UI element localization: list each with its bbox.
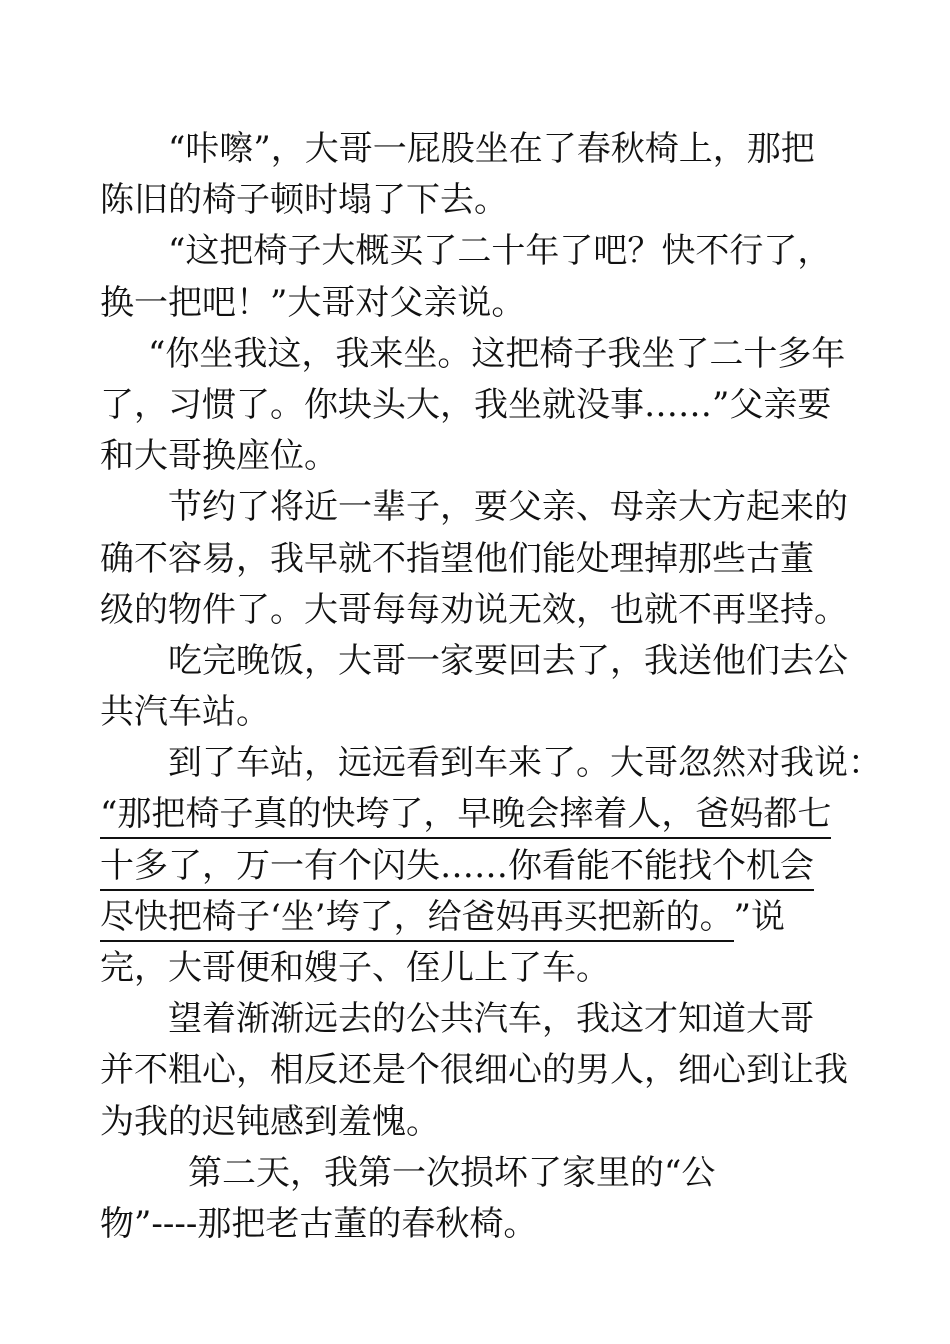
text-line: 第二天，我第一次损坏了家里的“公 — [188, 1152, 716, 1193]
text-line: 陈旧的椅子顿时塌了下去。 — [100, 180, 508, 221]
text-line: 和大哥换座位。 — [100, 436, 338, 477]
text-line: 完，大哥便和嫂子、侄儿上了车。 — [100, 948, 610, 988]
text-line: 了，习惯了。你块头大，我坐就没事……”父亲要 — [100, 384, 832, 425]
text-line: 吃完晚饭，大哥一家要回去了，我送他们去公 — [168, 640, 848, 681]
underlined-line: “那把椅子真的快垮了，早晚会摔着人，爸妈都七 — [100, 789, 855, 840]
text-line: “这把椅子大概买了二十年了吧？快不行了， — [168, 231, 832, 272]
document-page — [100, 124, 882, 1250]
text-line: 换一把吧！”大哥对父亲说。 — [100, 282, 526, 323]
text-line: 并不粗心，相反还是个很细心的男人，细心到让我 — [100, 1050, 848, 1091]
underlined-line: 尽快把椅子‘坐’垮了，给爸妈再买把新的。”说 — [100, 892, 855, 943]
text-line: 为我的迟钝感到羞愧。 — [100, 1101, 440, 1142]
text-line: 物”----那把老古董的春秋椅。 — [100, 1203, 538, 1244]
text-line: 级的物件了。大哥每每劝说无效，也就不再坚持。 — [100, 589, 848, 630]
underlined-line: 十多了，万一有个闪失……你看能不能找个机会 — [100, 841, 855, 892]
text-line: 望着渐渐远去的公共汽车，我这才知道大哥 — [168, 999, 814, 1040]
text-line: 共汽车站。 — [100, 692, 270, 733]
text-line: 节约了将近一辈子，要父亲、母亲大方起来的 — [168, 487, 848, 528]
text-line: 到了车站，远远看到车来了。大哥忽然对我说： — [168, 743, 882, 784]
text-line: “咔嚓”，大哥一屁股坐在了春秋椅上，那把 — [168, 129, 815, 169]
text-line: “你坐我这，我来坐。这把椅子我坐了二十多年 — [148, 333, 846, 374]
text-line: 确不容易，我早就不指望他们能处理掉那些古董 — [100, 538, 814, 579]
